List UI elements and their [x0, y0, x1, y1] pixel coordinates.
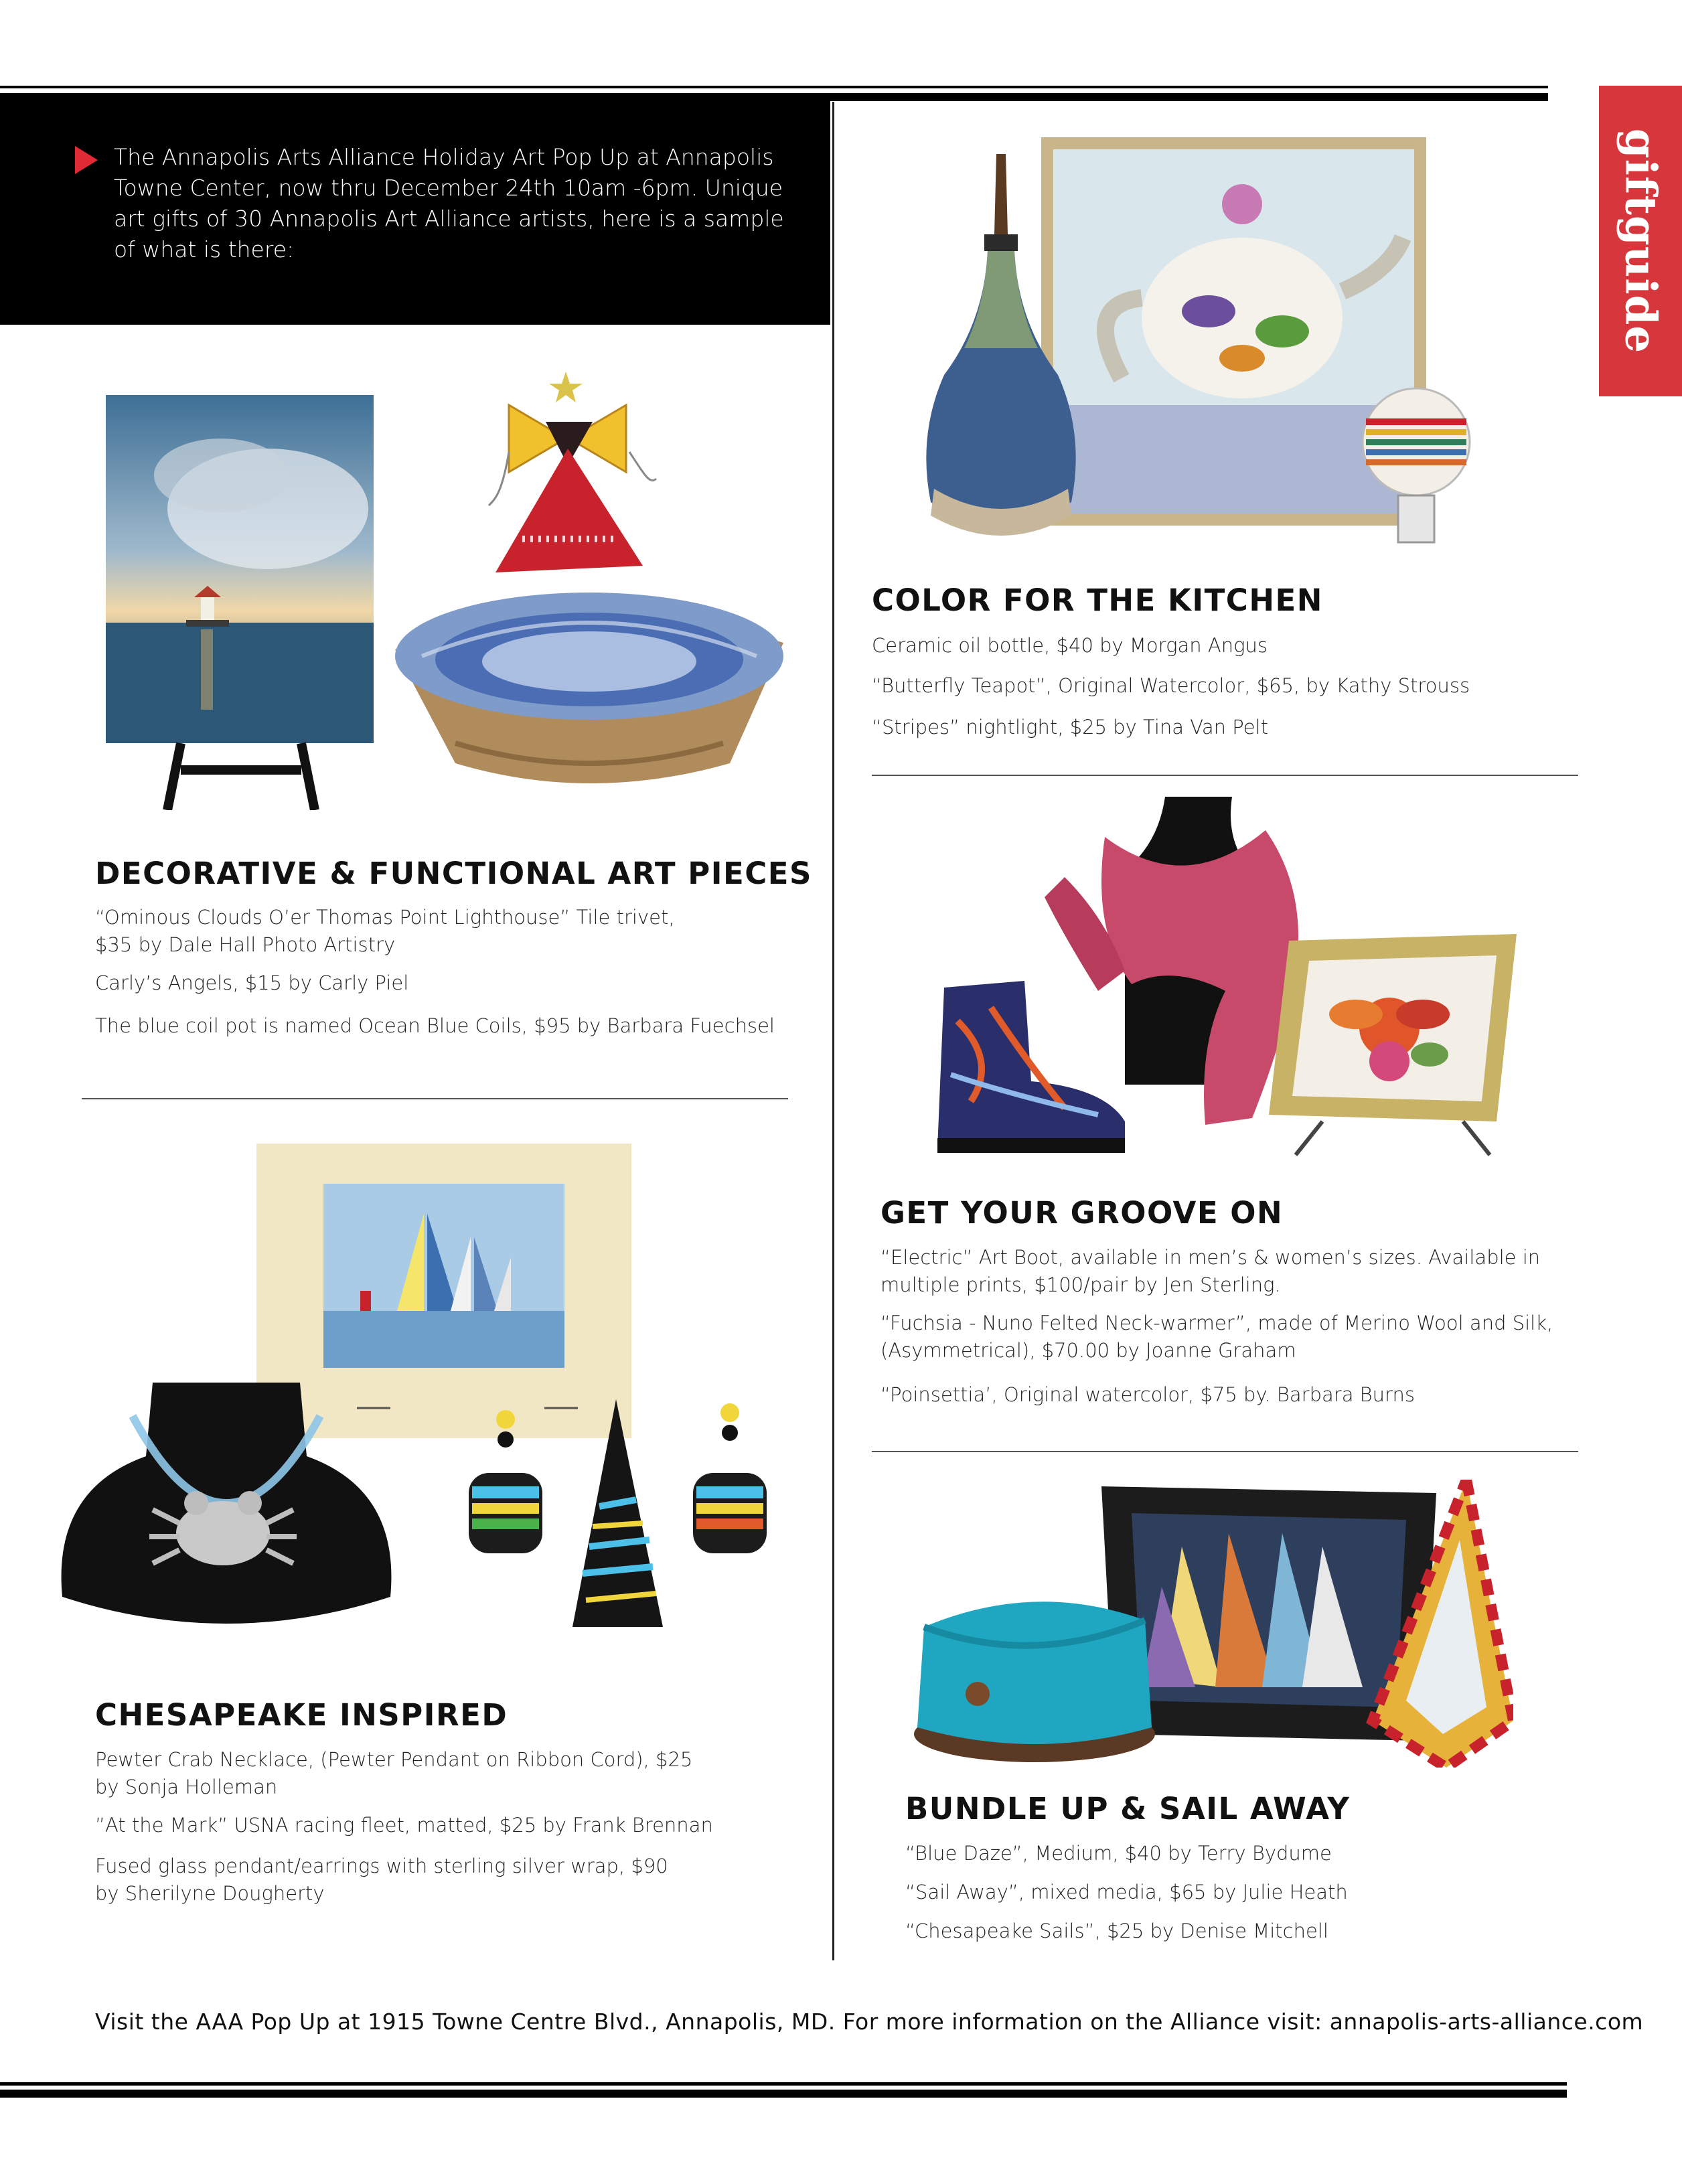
footer-text: Visit the AAA Pop Up at 1915 Towne Centre Blvd., Annapolis, MD. For more information on the Alliance visit: annapolis-arts-alliance.com	[95, 2009, 1644, 2035]
gift-guide-label: giftguide	[1615, 128, 1666, 354]
stripes-nightlight-image	[1359, 385, 1473, 546]
left-section-divider	[82, 1098, 788, 1099]
intro-banner	[0, 95, 830, 325]
groove-item-1: “Electric” Art Boot, available in men’s & women’s sizes. Available in multiple prints, $100/pair by Jen Sterling.	[881, 1246, 1541, 1296]
top-rule-thin	[0, 86, 1548, 88]
decorative-heading: DECORATIVE & FUNCTIONAL ART PIECES	[95, 856, 812, 891]
right-section-divider-1	[872, 775, 1578, 776]
blue-daze-hat-image	[904, 1580, 1165, 1768]
electric-art-boot-image	[931, 981, 1132, 1155]
chesapeake-item-2: ”At the Mark” USNA racing fleet, matted, $25 by Frank Brennan	[95, 1814, 713, 1837]
lighthouse-trivet-image	[100, 395, 382, 810]
right-section-divider-2	[872, 1451, 1578, 1452]
bundle-item-3: “Chesapeake Sails”, $25 by Denise Mitchell	[905, 1920, 1328, 1942]
column-divider	[832, 102, 834, 1960]
groove-item-3: “Poinsettia’, Original watercolor, $75 by. Barbara Burns	[881, 1383, 1415, 1406]
kitchen-item-2: “Butterfly Teapot”, Original Watercolor, $65, by Kathy Strouss	[872, 674, 1470, 697]
angel-ornament-image	[482, 358, 670, 579]
intro-text: The Annapolis Arts Alliance Holiday Art Pop Up at Annapolis Towne Center, now thru December 24th 10am -6pm. Unique art gifts of 30 Annapolis Art Alliance artists, here is a sample of what is there:	[114, 144, 784, 262]
bundle-heading: BUNDLE UP & SAIL AWAY	[905, 1791, 1351, 1826]
chesapeake-sails-mirror-image	[1366, 1480, 1513, 1768]
decorative-item-3: The blue coil pot is named Ocean Blue Coils, $95 by Barbara Fuechsel	[95, 1014, 775, 1037]
ceramic-oil-bottle-image	[924, 154, 1078, 542]
chesapeake-item-1: Pewter Crab Necklace, (Pewter Pendant on Ribbon Cord), $25 by Sonja Holleman	[95, 1748, 693, 1798]
gift-guide-tab	[1599, 86, 1682, 396]
kitchen-item-1: Ceramic oil bottle, $40 by Morgan Angus	[872, 634, 1268, 657]
bottom-rule-thin	[0, 2082, 1567, 2086]
chesapeake-item-3: Fused glass pendant/earrings with sterling silver wrap, $90 by Sherilyne Dougherty	[95, 1855, 668, 1905]
poinsettia-watercolor-image	[1269, 934, 1523, 1162]
ocean-blue-coils-pot-image	[382, 589, 797, 790]
pewter-crab-necklace-image	[52, 1369, 400, 1637]
bottom-rule-thick	[0, 2090, 1567, 2098]
decorative-item-1: “Ominous Clouds O’er Thomas Point Lighthouse” Tile trivet, $35 by Dale Hall Photo Artistry	[95, 906, 675, 956]
kitchen-heading: COLOR FOR THE KITCHEN	[872, 582, 1323, 618]
decorative-item-2: Carly’s Angels, $15 by Carly Piel	[95, 971, 409, 994]
triangle-right-icon	[75, 146, 98, 174]
bundle-item-2: “Sail Away”, mixed media, $65 by Julie Heath	[905, 1881, 1348, 1903]
chesapeake-heading: CHESAPEAKE INSPIRED	[95, 1697, 508, 1733]
groove-heading: GET YOUR GROOVE ON	[881, 1195, 1284, 1231]
bundle-item-1: “Blue Daze”, Medium, $40 by Terry Bydume	[905, 1842, 1332, 1865]
fused-glass-jewelry-image	[455, 1399, 777, 1640]
kitchen-item-3: “Stripes” nightlight, $25 by Tina Van Pelt	[872, 716, 1268, 738]
groove-item-2: “Fuchsia - Nuno Felted Neck-warmer”, made of Merino Wool and Silk, (Asymmetrical), $70.00 by Joanne Graham	[881, 1312, 1553, 1362]
